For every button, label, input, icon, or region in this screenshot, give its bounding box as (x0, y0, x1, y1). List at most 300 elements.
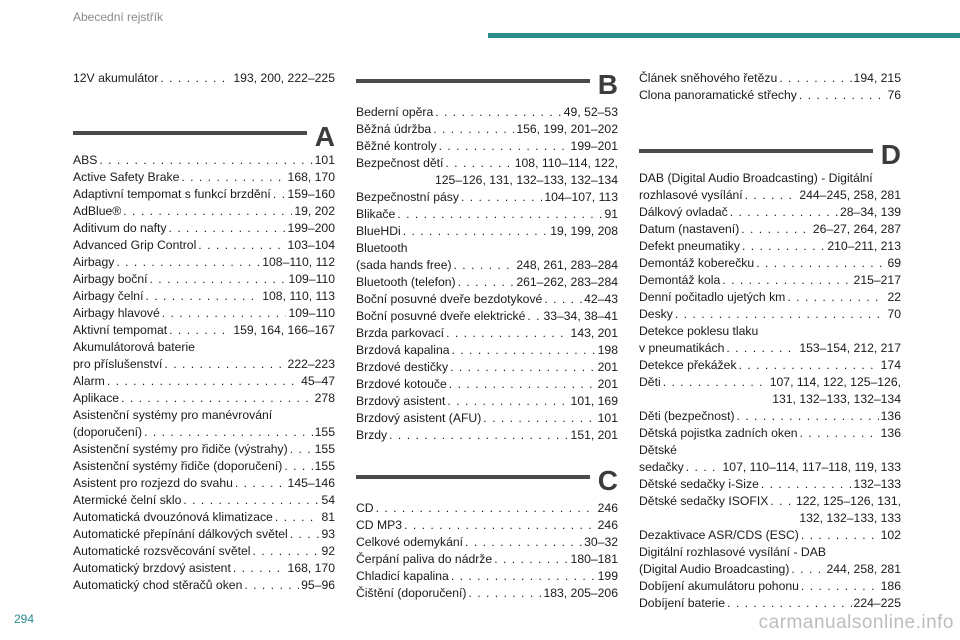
index-entry (639, 204, 901, 221)
index-entry-term: Děti (bezpečnost) (639, 409, 735, 423)
dot-leader (107, 373, 299, 390)
dot-leader (745, 187, 798, 204)
dot-leader (445, 155, 512, 172)
index-entry-term: AdBlue® (73, 204, 122, 218)
index-entry-term: Čerpání paliva do nádrže (356, 552, 493, 566)
dot-leader (801, 578, 879, 595)
index-entry-pages: 215–217 (853, 273, 901, 287)
index-entry-term: Brzdový asistent (AFU) (356, 411, 482, 425)
index-entry (356, 206, 618, 223)
index-entry (356, 551, 618, 568)
dot-leader (663, 374, 768, 391)
index-entry (73, 152, 335, 169)
index-entry (73, 305, 335, 322)
dot-leader (791, 561, 824, 578)
index-entry (639, 578, 901, 595)
index-entry-pages: 136 (880, 409, 901, 423)
index-entry-pages: 159, 164, 166–167 (233, 323, 335, 337)
index-entry-term: Detekce překážek (639, 358, 737, 372)
index-entry-pages: 244, 258, 281 (826, 562, 901, 576)
index-entry-pages: 95–96 (301, 578, 335, 592)
header-accent-bar (488, 33, 960, 38)
index-entry-term: Airbagy hlavové (73, 306, 160, 320)
index-entry-pages: 107, 110–114, 117–118, 119, 133 (722, 460, 901, 474)
index-entry-term: Článek sněhového řetězu (639, 71, 778, 85)
dot-leader (451, 568, 596, 585)
index-entry-term: Čištění (doporučení) (356, 586, 467, 600)
index-entry-term: Desky (639, 307, 673, 321)
index-entry-term: (doporučení) (73, 425, 143, 439)
dot-leader (144, 424, 313, 441)
index-entry-pages: 168, 170 (287, 170, 335, 184)
index-entry (73, 186, 335, 203)
dot-leader (439, 138, 569, 155)
index-entry-pages: 201 (597, 377, 618, 391)
dot-leader (458, 274, 515, 291)
index-entry-pages: 101, 169 (570, 394, 618, 408)
index-entry-pages: 155 (314, 442, 335, 456)
index-entry (356, 534, 618, 551)
index-entry (639, 323, 901, 340)
dot-leader (800, 425, 879, 442)
index-entry-term: Asistenční systémy pro řidiče (výstrahy) (73, 442, 288, 456)
index-entry-term: Clona panoramatické střechy (639, 88, 797, 102)
index-entry-term: Airbagy (73, 255, 115, 269)
index-entry-term: BlueHDi (356, 224, 401, 238)
index-entry-pages-continued: 125–126, 131, 132–133, 132–134 (435, 173, 618, 187)
index-entry-pages: 28–34, 139 (840, 205, 901, 219)
index-entry-term: Brzdová kapalina (356, 343, 450, 357)
index-entry-pages: 155 (314, 459, 335, 473)
dot-leader (686, 459, 721, 476)
index-entry (639, 306, 901, 323)
index-entry-pages: 143, 201 (570, 326, 618, 340)
index-entry-term: 12V akumulátor (73, 71, 159, 85)
index-entry (73, 271, 335, 288)
index-entry (73, 407, 335, 424)
index-entry-term: Aktivní tempomat (73, 323, 168, 337)
dot-leader (761, 476, 852, 493)
index-entry (73, 70, 335, 87)
index-entry (639, 70, 901, 87)
index-entry-pages: 81 (321, 510, 335, 524)
index-entry-pages: 132–133 (853, 477, 901, 491)
index-entry-term: Automatický chod stěračů oken (73, 578, 243, 592)
index-entry-pages: 101 (597, 411, 618, 425)
index-entry (73, 560, 335, 577)
index-entry-pages: 33–34, 38–41 (543, 309, 618, 323)
index-entry (356, 104, 618, 121)
dot-leader (404, 517, 596, 534)
page-header-title: Abecední rejstřík (73, 10, 164, 24)
index-entry-term: Defekt pneumatiky (639, 239, 740, 253)
index-entry (639, 425, 901, 442)
index-entry (639, 272, 901, 289)
dot-leader (116, 254, 260, 271)
index-entry-pages-continued: 131, 132–133, 132–134 (772, 392, 901, 406)
index-entry-pages: 109–110 (288, 306, 335, 320)
index-entry-term: Alarm (73, 374, 105, 388)
dot-leader (742, 238, 825, 255)
dot-leader (290, 441, 313, 458)
dot-leader (722, 272, 851, 289)
index-entry-term: CD MP3 (356, 518, 403, 532)
dot-leader (465, 534, 582, 551)
index-entry (356, 138, 618, 155)
index-entry (639, 374, 901, 408)
index-entry (639, 170, 901, 187)
page-number: 294 (14, 612, 35, 626)
index-entry (639, 289, 901, 306)
index-entry-term: Chladicí kapalina (356, 569, 449, 583)
section-letter: D (880, 139, 901, 170)
index-entry-term: Boční posuvné dveře elektrické (356, 309, 526, 323)
index-entry-pages: 54 (321, 493, 335, 507)
index-entry (356, 517, 618, 534)
index-entry-term: Běžné kontroly (356, 139, 437, 153)
index-entry-pages: 183, 205–206 (543, 586, 618, 600)
index-entry-term: (Digital Audio Broadcasting) (639, 562, 790, 576)
dot-leader (727, 595, 852, 612)
index-entry-term: Automatický brzdový asistent (73, 561, 231, 575)
dot-leader (801, 527, 879, 544)
dot-leader (435, 104, 562, 121)
index-entry-pages: 186 (880, 579, 901, 593)
index-entry-term: sedačky (639, 460, 684, 474)
index-entry (73, 339, 335, 356)
index-entry-term: Akumulátorová baterie (73, 340, 195, 354)
index-entry-pages: 246 (597, 501, 618, 515)
index-entry (639, 187, 901, 204)
dot-leader (483, 410, 595, 427)
dot-leader (433, 121, 514, 138)
dot-leader (756, 255, 885, 272)
index-entry (73, 577, 335, 594)
index-entry-pages: 19, 199, 208 (550, 224, 618, 238)
index-entry (356, 274, 618, 291)
index-entry-term: rozhlasové vysílání (639, 188, 743, 202)
index-entry-pages: 122, 125–126, 131, (795, 494, 901, 508)
index-entry-pages: 174 (880, 358, 901, 372)
index-entry-term: Asistenční systémy řidiče (doporučení) (73, 459, 283, 473)
index-entry (639, 408, 901, 425)
index-entry-term: Atermické čelní sklo (73, 493, 182, 507)
section-divider-rule (73, 131, 307, 135)
index-entry-term: Brzdový asistent (356, 394, 446, 408)
dot-leader (273, 186, 286, 203)
index-entry-term: Asistenční systémy pro manévrování (73, 408, 273, 422)
index-entry-pages: 103–104 (287, 238, 335, 252)
index-entry-pages: 224–225 (853, 596, 901, 610)
section-letter: A (314, 121, 335, 152)
dot-leader (447, 393, 568, 410)
index-entry-pages: 49, 52–53 (563, 105, 618, 119)
index-entry-term: Brzdové kotouče (356, 377, 447, 391)
index-entry (639, 544, 901, 561)
index-entry-pages: 199 (597, 569, 618, 583)
index-entry-term: Denní počitadlo ujetých km (639, 290, 786, 304)
index-entry-pages: 145–146 (287, 476, 335, 490)
index-entry-term: ABS (73, 153, 98, 167)
dot-leader (290, 526, 320, 543)
dot-leader (454, 257, 515, 274)
index-entry (73, 254, 335, 271)
index-entry-pages: 151, 201 (570, 428, 618, 442)
index-entry (73, 509, 335, 526)
dot-leader (181, 169, 285, 186)
dot-leader (121, 390, 313, 407)
index-entry (356, 121, 618, 138)
index-entry-pages: 26–27, 264, 287 (812, 222, 901, 236)
index-entry-term: Airbagy čelní (73, 289, 144, 303)
index-entry-pages: 92 (321, 544, 335, 558)
dot-leader (544, 291, 582, 308)
index-entry (356, 308, 618, 325)
index-entry-pages: 168, 170 (287, 561, 335, 575)
index-entry (356, 359, 618, 376)
section-letter: C (597, 465, 618, 496)
index-entry-term: Boční posuvné dveře bezdotykové (356, 292, 543, 306)
index-entry (639, 255, 901, 272)
watermark: carmanualsonline.info (758, 612, 954, 633)
index-entry-pages: 153–154, 212, 217 (799, 341, 901, 355)
index-entry (356, 189, 618, 206)
index-entry (356, 257, 618, 274)
dot-leader (403, 223, 549, 240)
dot-leader (397, 206, 602, 223)
index-entry-term: Automatické přepínání dálkových světel (73, 527, 288, 541)
dot-leader (150, 271, 287, 288)
index-entry-term: Dálkový ovladač (639, 205, 728, 219)
dot-leader (449, 376, 596, 393)
index-entry-term: DAB (Digital Audio Broadcasting) - Digitální (639, 171, 873, 185)
index-entry (356, 376, 618, 393)
index-entry (73, 424, 335, 441)
dot-leader (145, 288, 260, 305)
dot-leader (730, 204, 838, 221)
index-entry-pages: 201 (597, 360, 618, 374)
index-entry (73, 322, 335, 339)
index-entry-pages: 261–262, 283–284 (516, 275, 618, 289)
index-entry (356, 342, 618, 359)
index-entry-term: v pneumatikách (639, 341, 725, 355)
index-entry-term: Automatická dvouzónová klimatizace (73, 510, 273, 524)
index-entry (639, 238, 901, 255)
index-entry-term: Děti (639, 375, 661, 389)
index-entry-term: Active Safety Brake (73, 170, 180, 184)
index-entry-term: Advanced Grip Control (73, 238, 197, 252)
index-entry (356, 223, 618, 240)
index-entry-pages: 102 (880, 528, 901, 542)
index-entry-term: Bluetooth (356, 241, 408, 255)
index-entry-pages: 101 (314, 153, 335, 167)
dot-leader (739, 357, 879, 374)
index-entry-term: (sada hands free) (356, 258, 452, 272)
index-entry (639, 357, 901, 374)
index-entry-term: Digitální rozhlasové vysílání - DAB (639, 545, 826, 559)
index-entry (356, 240, 618, 257)
index-entry (356, 291, 618, 308)
index-entry-pages: 76 (887, 88, 901, 102)
index-entry-term: Dezaktivace ASR/CDS (ESC) (639, 528, 799, 542)
index-entry (73, 543, 335, 560)
index-entry (73, 492, 335, 509)
index-entry-pages: 109–110 (288, 272, 335, 286)
index-entry-term: Běžná údržba (356, 122, 432, 136)
dot-leader (468, 585, 541, 602)
index-entry (73, 373, 335, 390)
dot-leader (252, 543, 319, 560)
index-entry (356, 500, 618, 517)
dot-leader (799, 87, 886, 104)
index-entry (639, 561, 901, 578)
index-entry-pages: 180–181 (570, 552, 618, 566)
dot-leader (235, 475, 286, 492)
dot-leader (452, 342, 596, 359)
index-entry-term: Dětské sedačky ISOFIX (639, 494, 769, 508)
index-entry-term: Demontáž koberečku (639, 256, 755, 270)
index-entry-term: Dobíjení baterie (639, 596, 726, 610)
index-entry-term: Asistent pro rozjezd do svahu (73, 476, 233, 490)
dot-leader (770, 493, 794, 510)
index-entry-term: Automatické rozsvěcování světel (73, 544, 251, 558)
index-entry-pages: 107, 114, 122, 125–126, (769, 375, 901, 389)
dot-leader (233, 560, 286, 577)
index-entry (356, 325, 618, 342)
index-entry-term: Detekce poklesu tlaku (639, 324, 759, 338)
dot-leader (389, 427, 568, 444)
index-entry-term: Dětská pojistka zadních oken (639, 426, 798, 440)
index-entry-pages: 159–160 (287, 187, 335, 201)
dot-leader (450, 359, 596, 376)
section-divider-rule (356, 79, 590, 83)
index-entry (356, 393, 618, 410)
index-entry-term: Dobíjení akumulátoru pohonu (639, 579, 799, 593)
index-entry (73, 441, 335, 458)
index-entry (639, 527, 901, 544)
index-entry-pages: 108, 110–114, 122, (514, 156, 618, 170)
dot-leader (741, 221, 811, 238)
index-entry-pages: 193, 200, 222–225 (233, 71, 335, 85)
dot-leader (787, 289, 885, 306)
dot-leader (99, 152, 312, 169)
index-entry (73, 390, 335, 407)
index-entry-pages: 198 (597, 343, 618, 357)
index-entry-pages: 108–110, 112 (262, 255, 335, 269)
dot-leader (675, 306, 886, 323)
dot-leader (162, 305, 287, 322)
index-entry-term: Demontáž kola (639, 273, 721, 287)
index-entry (356, 585, 618, 602)
dot-leader (123, 203, 292, 220)
index-entry-term: Brzdy (356, 428, 388, 442)
index-entry-pages: 93 (321, 527, 335, 541)
index-entry (73, 288, 335, 305)
index-entry-pages: 104–107, 113 (544, 190, 618, 204)
index-entry (73, 475, 335, 492)
index-entry-term: Airbagy boční (73, 272, 148, 286)
index-entry-term: Blikače (356, 207, 396, 221)
dot-leader (779, 70, 851, 87)
index-entry (639, 87, 901, 104)
dot-leader (737, 408, 879, 425)
index-entry (639, 442, 901, 459)
dot-leader (244, 577, 299, 594)
index-entry (73, 203, 335, 220)
index-entry-term: Dětské sedačky i-Size (639, 477, 759, 491)
index-entry-pages: 246 (597, 518, 618, 532)
index-entry-pages: 222–223 (287, 357, 335, 371)
dot-leader (183, 492, 319, 509)
dot-leader (169, 322, 231, 339)
index-entry (356, 427, 618, 444)
dot-leader (275, 509, 320, 526)
dot-leader (461, 189, 542, 206)
dot-leader (376, 500, 596, 517)
index-entry-term: Adaptivní tempomat s funkcí brzdění (73, 187, 271, 201)
dot-leader (198, 237, 285, 254)
index-entry (639, 340, 901, 357)
index-entry-pages: 22 (887, 290, 901, 304)
index-entry-pages: 45–47 (301, 374, 335, 388)
index-entry-term: Bezpečnostní pásy (356, 190, 459, 204)
index-entry-pages: 69 (887, 256, 901, 270)
index-entry-pages: 210–211, 213 (827, 239, 901, 253)
index-entry (639, 493, 901, 527)
index-entry (73, 169, 335, 186)
index-entry-term: Brzdové destičky (356, 360, 449, 374)
index-entry (639, 595, 901, 612)
index-entry-pages: 70 (887, 307, 901, 321)
index-entry (73, 237, 335, 254)
dot-leader (446, 325, 568, 342)
index-entry-term: Brzda parkovací (356, 326, 445, 340)
index-entry-pages: 42–43 (584, 292, 618, 306)
index-entry-pages-continued: 132, 132–133, 133 (799, 511, 901, 525)
index-entry-pages: 108, 110, 113 (262, 289, 335, 303)
dot-leader (494, 551, 568, 568)
index-entry-term: Datum (nastavení) (639, 222, 740, 236)
index-entry-pages: 91 (604, 207, 618, 221)
section-divider-rule (639, 149, 873, 153)
index-entry-pages: 155 (314, 425, 335, 439)
index-entry (73, 220, 335, 237)
index-entry-pages: 19, 202 (294, 204, 335, 218)
dot-leader (284, 458, 312, 475)
index-entry-term: Dětské (639, 443, 677, 457)
index-entry-pages: 199–200 (287, 221, 335, 235)
index-entry (73, 458, 335, 475)
section-letter: B (597, 69, 618, 100)
dot-leader (168, 220, 285, 237)
index-entry-pages: 278 (314, 391, 335, 405)
index-entry (73, 356, 335, 373)
index-entry (356, 155, 618, 189)
index-entry-pages: 30–32 (584, 535, 618, 549)
index-entry-term: pro příslušenství (73, 357, 163, 371)
index-entry-term: Aplikace (73, 391, 120, 405)
index-entry (639, 459, 901, 476)
index-entry-term: Celkové odemykání (356, 535, 464, 549)
index-entry-pages: 156, 199, 201–202 (516, 122, 618, 136)
index-entry-pages: 248, 261, 283–284 (516, 258, 618, 272)
index-entry-term: Aditivum do nafty (73, 221, 167, 235)
dot-leader (160, 70, 231, 87)
index-entry-pages: 194, 215 (853, 71, 901, 85)
index-entry-term: Bezpečnost dětí (356, 156, 444, 170)
index-entry-pages: 199–201 (570, 139, 618, 153)
index-entry-term: Bluetooth (telefon) (356, 275, 456, 289)
